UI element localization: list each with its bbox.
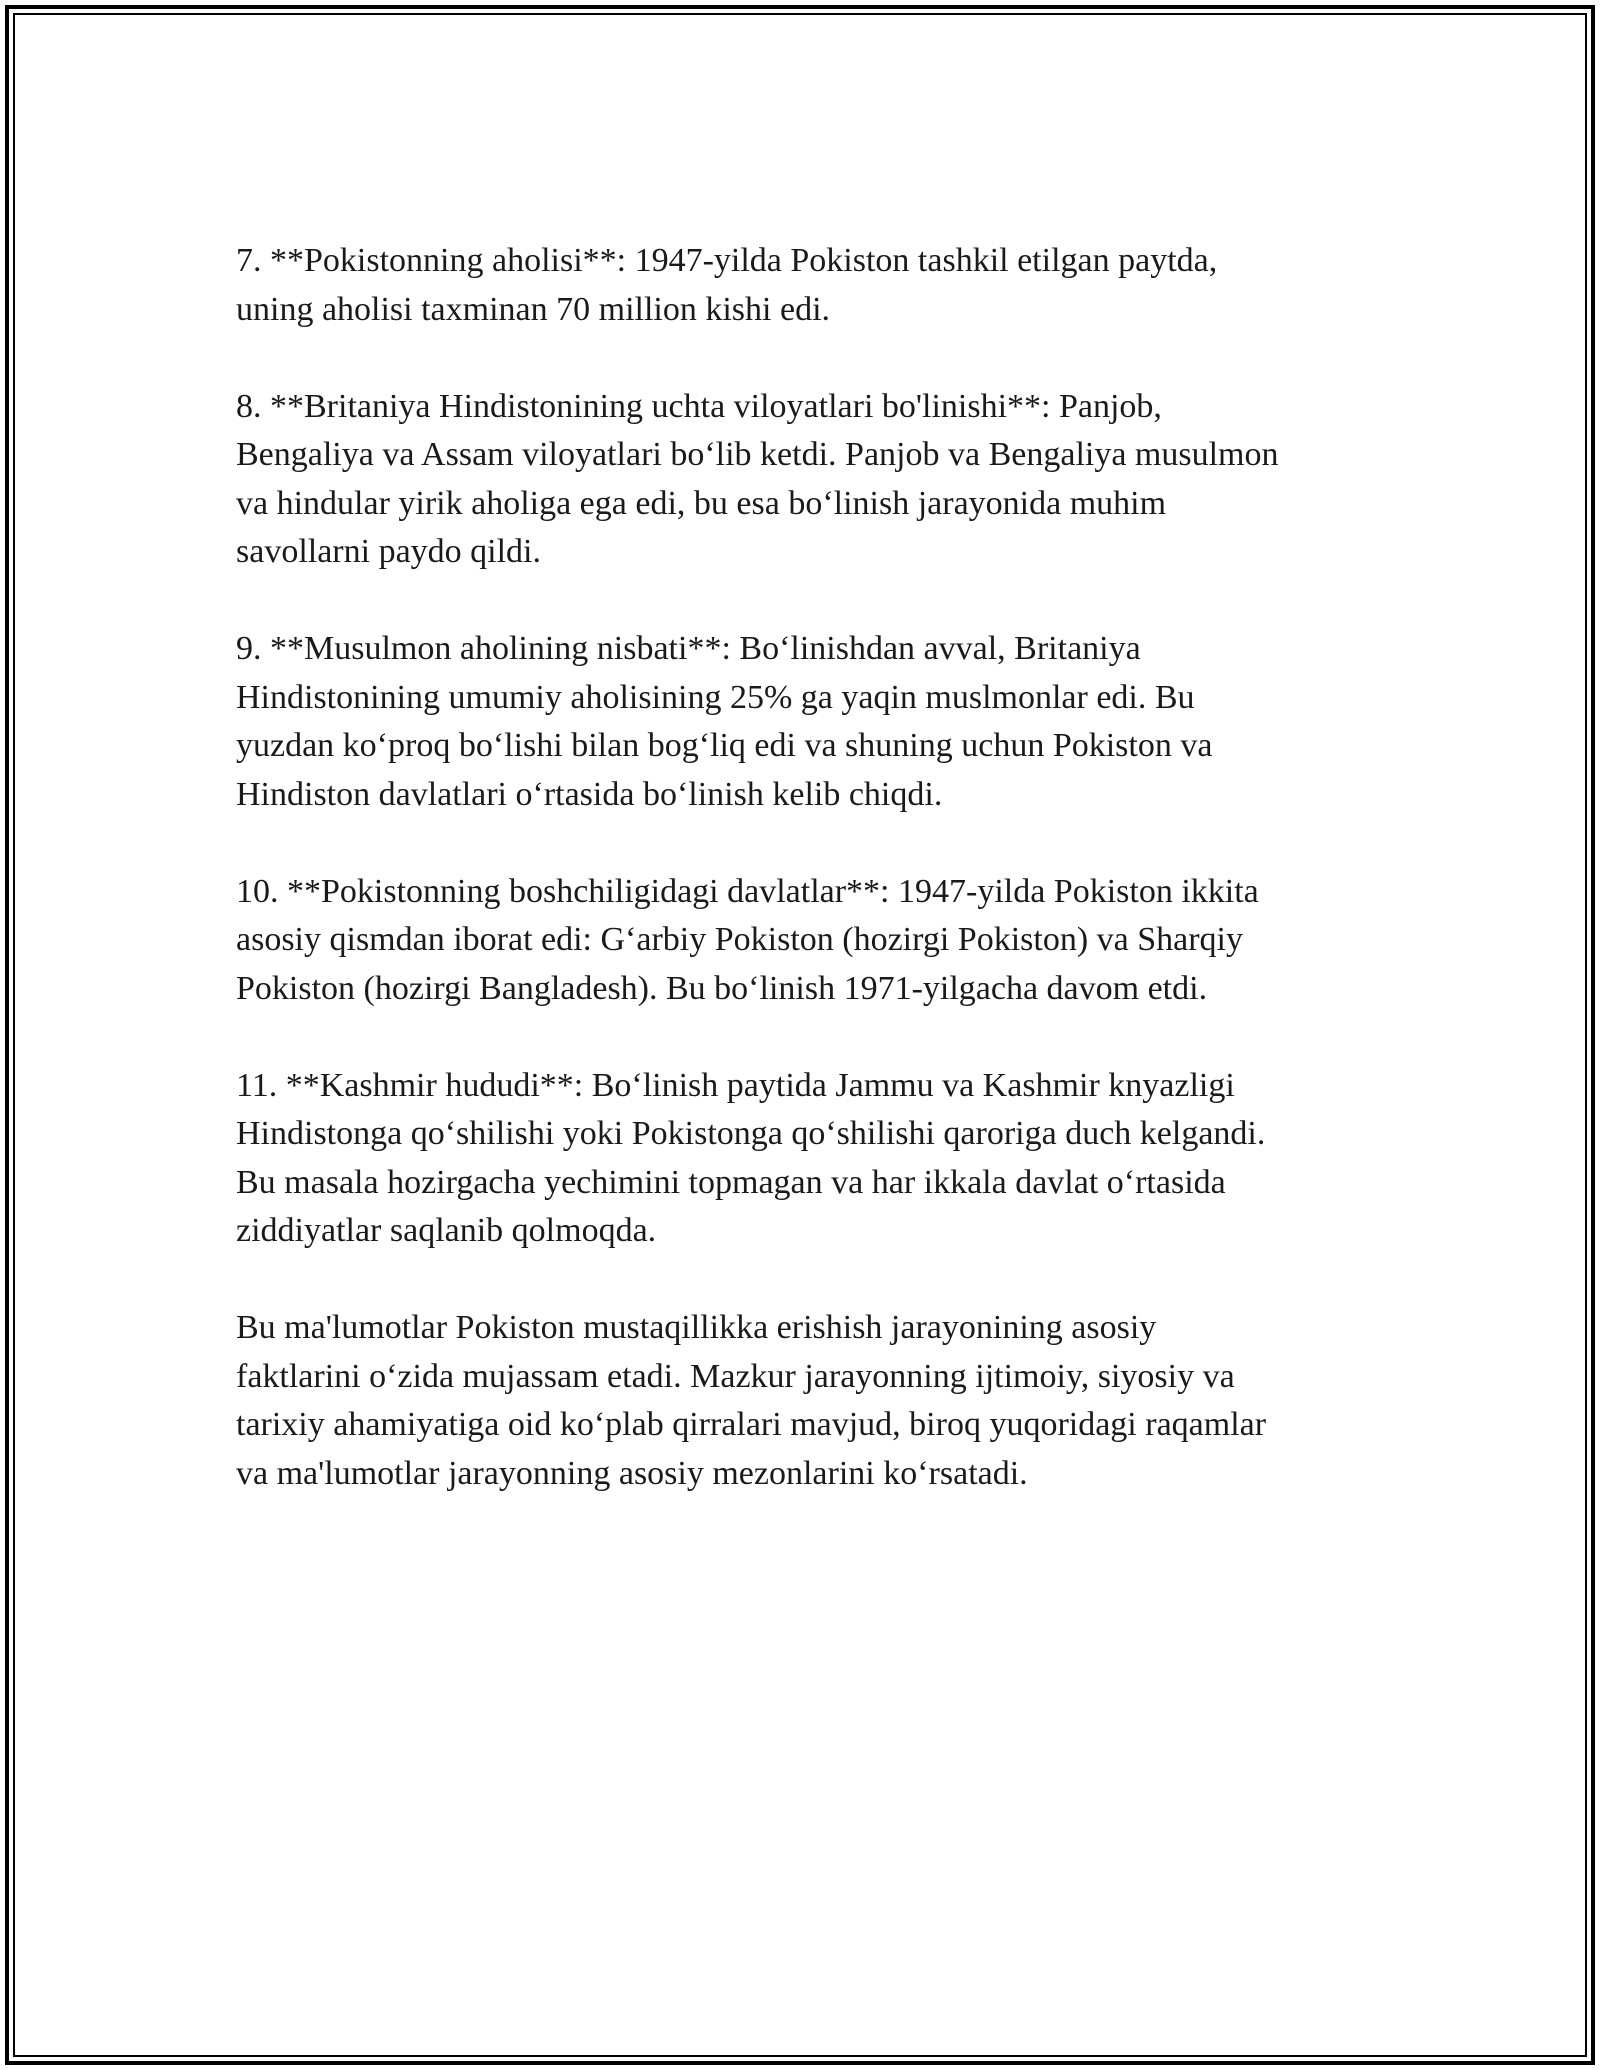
text-line: 11. **Kashmir hududi**: Bo‘linish paytida Jammu va Kashmir knyazligi — [236, 1066, 1235, 1104]
text-line: Hindistonga qo‘shilishi yoki Pokistonga qo‘shilishi qaroriga duch kelgandi. — [236, 1115, 1266, 1152]
text-line: Pokiston (hozirgi Bangladesh). Bu bo‘linish 1971-yilgacha davom etdi. — [236, 969, 1208, 1007]
text-line: tarixiy ahamiyatiga oid ko‘plab qirralari mavjud, biroq yuqoridagi raqamlar — [236, 1406, 1267, 1443]
text-line: asosiy qismdan iborat edi: G‘arbiy Pokiston (hozirgi Pokiston) va Sharqiy — [236, 921, 1244, 958]
text-line: yuzdan ko‘proq bo‘lishi bilan bog‘liq edi va shuning uchun Pokiston va — [236, 727, 1213, 764]
paragraph-item-7 — [236, 237, 1366, 334]
text-line: 9. **Musulmon aholining nisbati**: Bo‘linishdan avval, Britaniya — [236, 630, 1141, 667]
paragraph-item-11 — [236, 1062, 1366, 1256]
text-line: uning aholisi taxminan 70 million kishi edi. — [236, 290, 831, 328]
text-line: Bu masala hozirgacha yechimini topmagan va har ikkala davlat o‘rtasida — [236, 1163, 1226, 1201]
paragraph-item-10 — [236, 868, 1366, 1014]
text-line: Hindistonining umumiy aholisining 25% ga yaqin muslmonlar edi. Bu — [236, 678, 1195, 716]
paragraph-conclusion — [236, 1304, 1366, 1498]
text-line: savollarni paydo qildi. — [236, 533, 542, 570]
text-line: faktlarini o‘zida mujassam etadi. Mazkur jarayonning ijtimoiy, siyosiy va — [236, 1357, 1235, 1395]
text-line: 10. **Pokistonning boshchiligidagi davlatlar**: 1947-yilda Pokiston ikkita — [236, 872, 1259, 910]
paragraph-item-8 — [236, 383, 1366, 577]
text-line: Bengaliya va Assam viloyatlari bo‘lib ketdi. Panjob va Bengaliya musulmon — [236, 436, 1279, 473]
text-line: va hindular yirik aholiga ega edi, bu esa bo‘linish jarayonida muhim — [236, 484, 1167, 522]
paragraph-item-9 — [236, 625, 1366, 819]
text-line: va ma'lumotlar jarayonning asosiy mezonlarini ko‘rsatadi. — [236, 1454, 1028, 1492]
text-line: ziddiyatlar saqlanib qolmoqda. — [236, 1212, 657, 1249]
text-line: 7. **Pokistonning aholisi**: 1947-yilda Pokiston tashkil etilgan paytda, — [236, 242, 1218, 279]
text-line: Hindiston davlatlari o‘rtasida bo‘linish kelib chiqdi. — [236, 775, 943, 813]
text-line: Bu ma'lumotlar Pokiston mustaqillikka erishish jarayonining asosiy — [236, 1309, 1157, 1346]
text-line: 8. **Britaniya Hindistonining uchta viloyatlari bo'linishi**: Panjob, — [236, 387, 1162, 425]
document-body — [236, 237, 1366, 1498]
